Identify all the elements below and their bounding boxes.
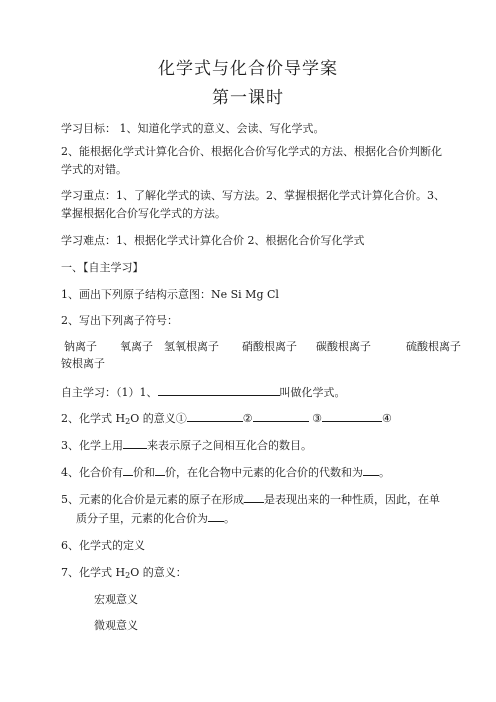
ion-label: 钠离子	[64, 340, 97, 353]
ion-list	[64, 340, 461, 354]
ion-label: 氢氧根离子	[164, 340, 219, 353]
micro-meaning-label: 微观意义	[94, 619, 138, 632]
ion-label: 氧离子	[120, 340, 153, 353]
q5-part-a: 5、元素的化合价是元素的原子在形成	[61, 493, 244, 506]
goals-line-3: 学式的对错。	[61, 163, 127, 176]
ion-label-last: 铵根离子	[61, 357, 105, 370]
page-subtitle: 第一课时	[212, 88, 284, 108]
goals-line-1: 学习目标： 1、知道化学式的意义、会读、写化学式。	[61, 122, 325, 135]
page-title: 化学式与化合价导学案	[158, 59, 338, 79]
q5-part-d: 。	[224, 512, 235, 525]
key-points-line-1: 学习重点：1、了解化学式的读、写方法。2、掌握根据化学式计算化合价。3、	[61, 189, 445, 202]
question-4	[61, 464, 390, 480]
q2b-meaning-2: ②	[242, 412, 253, 425]
q3-suffix: 来表示原子之间相互化合的数目。	[147, 439, 312, 452]
q5-part-b: 是表现出来的一种性质，因此，在单	[264, 493, 440, 506]
ion-label: 硫酸根离子	[406, 340, 461, 353]
question-1: 1、画出下列原子结构示意图：Ne Si Mg Cl	[61, 288, 279, 301]
q4-part-a: 4、化合价有	[61, 466, 123, 479]
q7-suffix: O 的意义：	[130, 566, 187, 579]
q3-prefix: 3、化学上用	[61, 439, 123, 452]
section-heading: 一、【自主学习】	[61, 261, 144, 274]
self-study-suffix: 叫做化学式。	[279, 386, 346, 399]
q2b-subscript: 2	[125, 417, 131, 426]
goals-line-2: 2、能根据化学式计算化合价、根据化合价写化学式的方法、根据化合价判断化	[61, 145, 442, 158]
self-study-line	[61, 384, 346, 400]
q5-part-c: 质分子里，元素的化合价为	[76, 512, 208, 525]
q2b-prefix: 2、化学式 H	[61, 412, 126, 425]
question-7	[61, 566, 187, 583]
q4-part-d: 。	[379, 466, 390, 479]
question-5-line-2	[76, 510, 235, 526]
answer-blank[interactable]	[155, 464, 165, 476]
answer-blank[interactable]	[158, 384, 280, 396]
question-2: 2、写出下列离子符号：	[61, 314, 178, 327]
q7-prefix: 7、化学式 H	[61, 566, 126, 579]
answer-blank[interactable]	[123, 464, 133, 476]
answer-blank[interactable]	[363, 464, 379, 476]
q4-part-c: 价，在化合物中元素的化合价的代数和为	[165, 466, 363, 479]
key-points-line-2: 掌握根据化合价写化学式的方法。	[61, 207, 226, 220]
answer-blank[interactable]	[123, 437, 147, 449]
answer-blank[interactable]	[253, 410, 309, 422]
question-5-line-1	[61, 491, 440, 507]
ion-label: 碳酸根离子	[316, 340, 371, 353]
answer-blank[interactable]	[244, 491, 264, 503]
question-3	[61, 437, 312, 453]
answer-blank[interactable]	[322, 410, 382, 422]
q2b-meaning-3: ③	[312, 412, 322, 425]
q2b-meaning-4: ④	[381, 412, 392, 425]
macro-meaning-label: 宏观意义	[94, 593, 138, 606]
question-6: 6、化学式的定义	[61, 539, 145, 552]
q2b-meaning-1: O 的意义①	[130, 412, 187, 425]
q7-subscript: 2	[125, 571, 131, 580]
question-2b	[61, 410, 392, 429]
ion-label: 硝酸根离子	[242, 340, 297, 353]
self-study-prefix: 自主学习：（1）1、	[61, 386, 158, 399]
difficulty-line: 学习难点：1、根据化学式计算化合价 2、根据化合价写化学式	[61, 234, 365, 247]
answer-blank[interactable]	[208, 510, 224, 522]
q4-part-b: 价和	[133, 466, 155, 479]
answer-blank[interactable]	[187, 410, 243, 422]
